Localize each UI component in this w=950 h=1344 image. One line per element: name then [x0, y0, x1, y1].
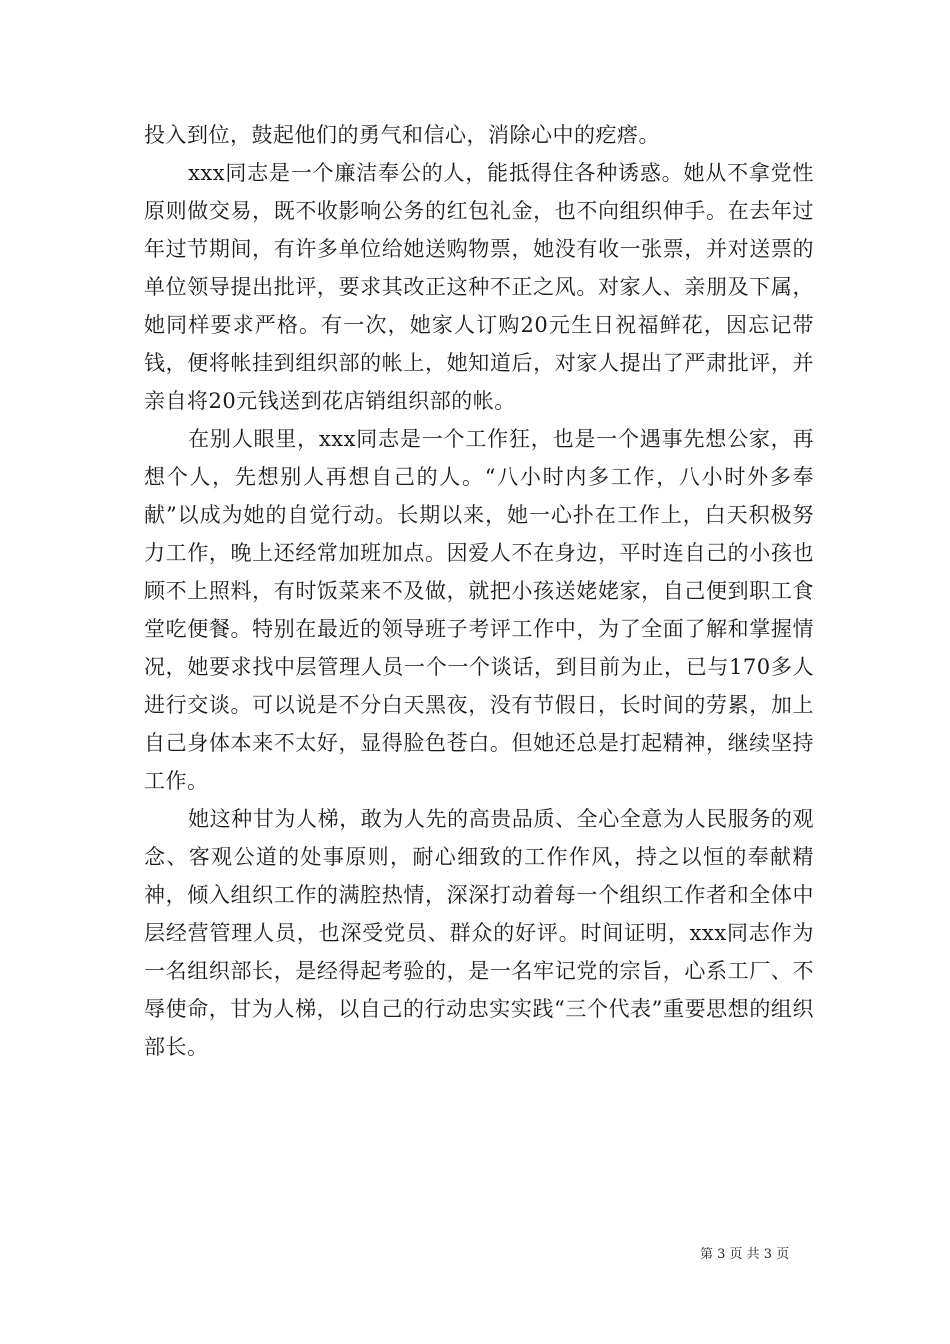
paragraph-summary: 她这种甘为人梯，敢为人先的高贵品质、全心全意为人民服务的观念、客观公道的处事原则，耐心细致的工作作风，持之以恒的奉献精神，倾入组织工作的满腔热情，深深打动着每一个组织工作者和全体中层经营管理人员，也深受党员、群众的好评。时间证明，xxx同志作为一名组织部长，是经得起考验的，是一名牢记党的宗旨，心系工厂、不辱使命，甘为人梯，以自己的行动忠实实践“三个代表”重要思想的组织部长。: [144, 807, 814, 1059]
paragraph-dedication: 在别人眼里，xxx同志是一个工作狂，也是一个遇事先想公家，再想个人，先想别人再想自己的人。“八小时内多工作，八小时外多奉献”以成为她的自觉行动。长期以来，她一心扑在工作上，白天积极努力工作，晚上还经常加班加点。因爱人不在身边，平时连自己的小孩也顾不上照料，有时饭菜来不及做，就把小孩送姥姥家，自己便到职工食堂吃便餐。特别在最近的领导班子考评工作中，为了全面了解和掌握情况，她要求找中层管理人员一个一个谈话，到目前为止，已与170多人进行交谈。可以说是不分白天黑夜，没有节假日，长时间的劳累，加上自己身体本来不太好，显得脸色苍白。但她还总是打起精神，继续坚持工作。: [144, 427, 814, 793]
body-text: [144, 116, 814, 1066]
page-number: 第 3 页 共 3 页: [700, 1247, 790, 1262]
paragraph-continued: 投入到位，鼓起他们的勇气和信心，消除心中的疙瘩。: [144, 123, 660, 147]
paragraph-integrity: xxx同志是一个廉洁奉公的人，能抵得住各种诱惑。她从不拿党性原则做交易，既不收影响公务的红包礼金，也不向组织伸手。在去年过年过节期间，有许多单位给她送购物票，她没有收一张票，并对送票的单位领导提出批评，要求其改正这种不正之风。对家人、亲朋及下属，她同样要求严格。有一次，她家人订购20元生日祝福鲜花，因忘记带钱，便将帐挂到组织部的帐上，她知道后，对家人提出了严肃批评，并亲自将20元钱送到花店销组织部的帐。: [144, 161, 814, 413]
